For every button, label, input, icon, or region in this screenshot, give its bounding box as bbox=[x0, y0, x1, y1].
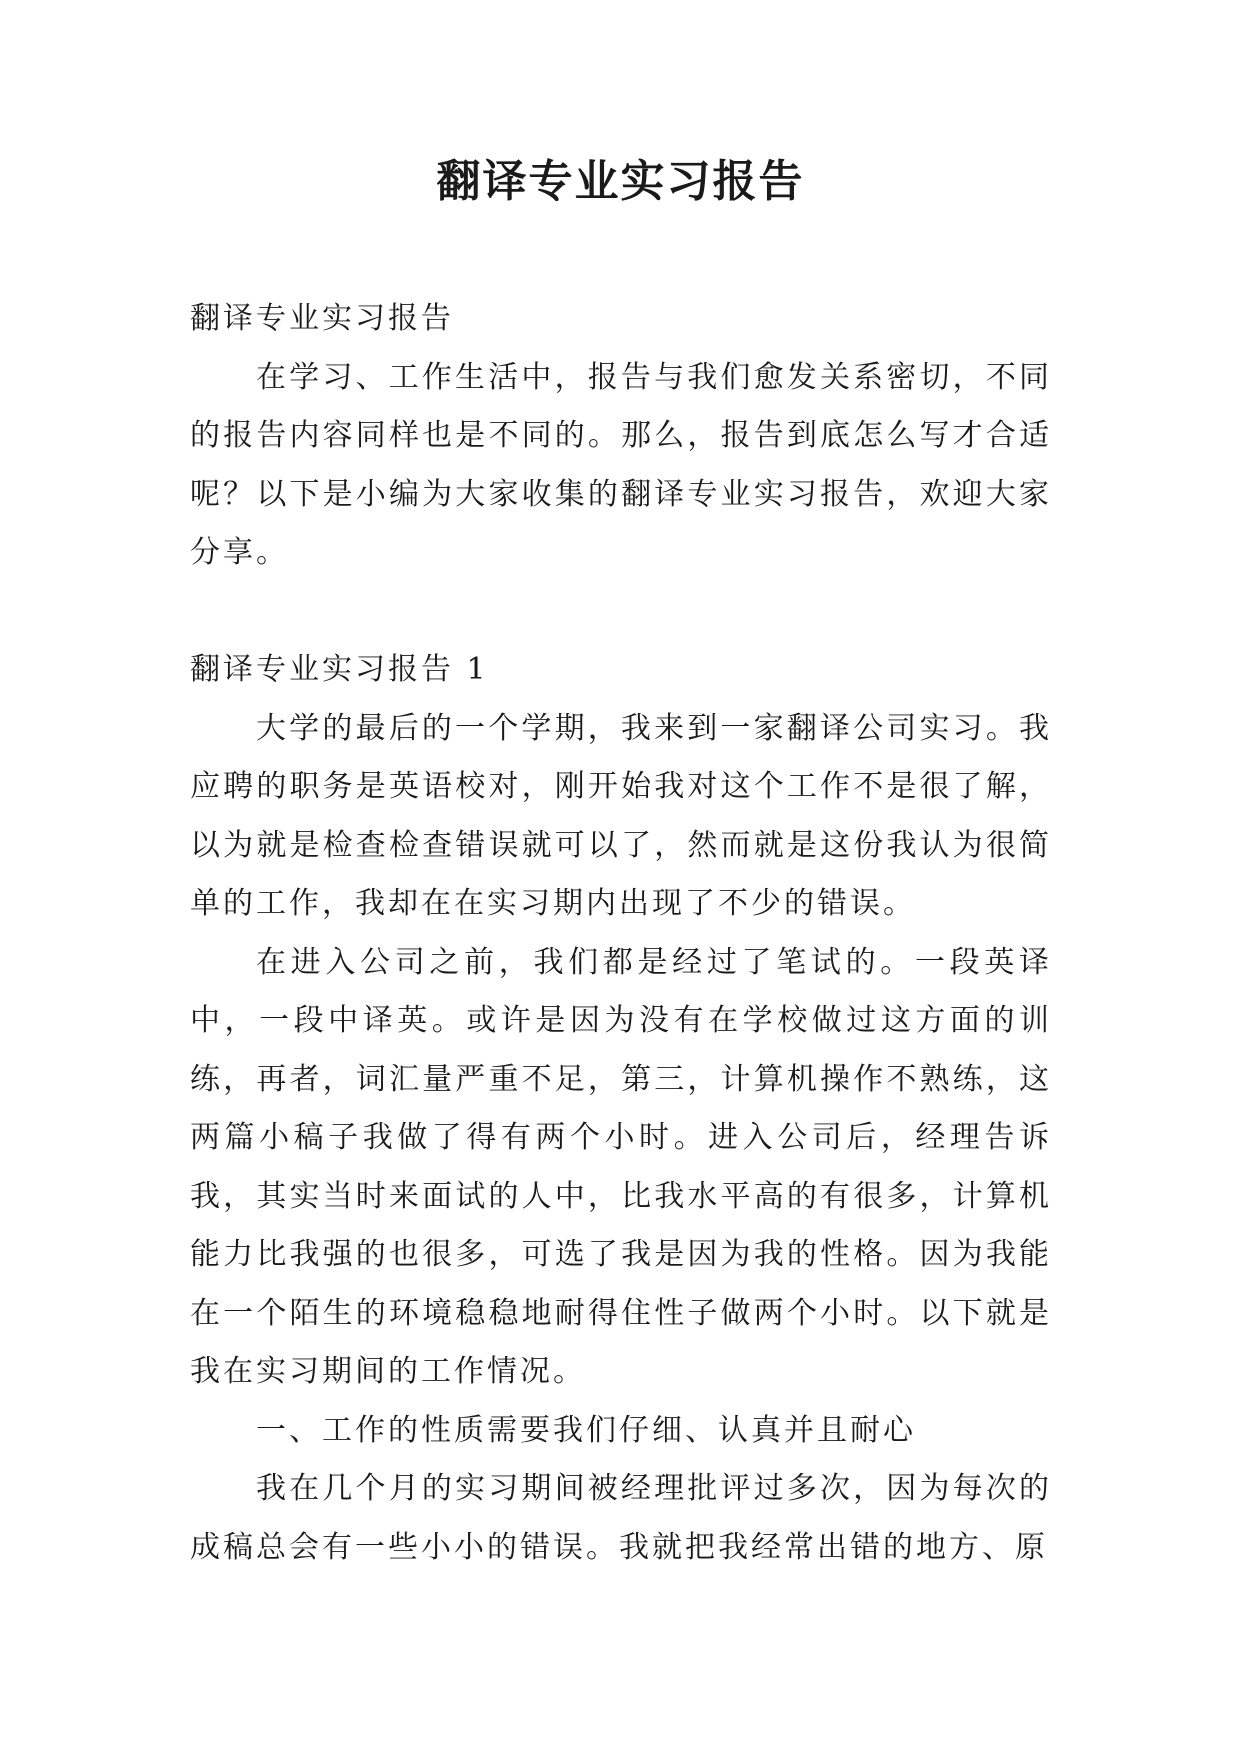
intro-paragraph: 在学习、工作生活中，报告与我们愈发关系密切，不同的报告内容同样也是不同的。那么，报告到底怎么写才合适呢？以下是小编为大家收集的翻译专业实习报告，欢迎大家分享。 bbox=[190, 359, 1052, 570]
subsection-heading: 一、工作的性质需要我们仔细、认真并且耐心 bbox=[256, 1412, 916, 1448]
body-paragraph: 在进入公司之前，我们都是经过了笔试的。一段英译中，一段中译英。或许是因为没有在学校做过这方面的训练，再者，词汇量严重不足，第三，计算机操作不熟练，这两篇小稿子我做了得有两个小时。进入公司后，经理告诉我，其实当时来面试的人中，比我水平高的有很多，计算机能力比我强的也很多，可选了我是因为我的性格。因为我能在一个陌生的环境稳稳地耐得住性子做两个小时。以下就是我在实习期间的工作情况。 bbox=[190, 944, 1052, 1389]
body-paragraph: 大学的最后的一个学期，我来到一家翻译公司实习。我应聘的职务是英语校对，刚开始我对这个工作不是很了解，以为就是检查检查错误就可以了，然而就是这份我认为很简单的工作，我却在在实习期内出现了不少的错误。 bbox=[190, 710, 1052, 921]
body-paragraph: 我在几个月的实习期间被经理批评过多次，因为每次的成稿总会有一些小小的错误。我就把我经常出错的地方、原 bbox=[190, 1471, 1052, 1565]
document-title: 翻译专业实习报告 bbox=[436, 156, 805, 207]
section-spacer bbox=[190, 583, 1052, 642]
intro-heading: 翻译专业实习报告 bbox=[190, 301, 454, 336]
document-body bbox=[190, 290, 1052, 1577]
section-heading: 翻译专业实习报告 1 bbox=[190, 652, 489, 687]
